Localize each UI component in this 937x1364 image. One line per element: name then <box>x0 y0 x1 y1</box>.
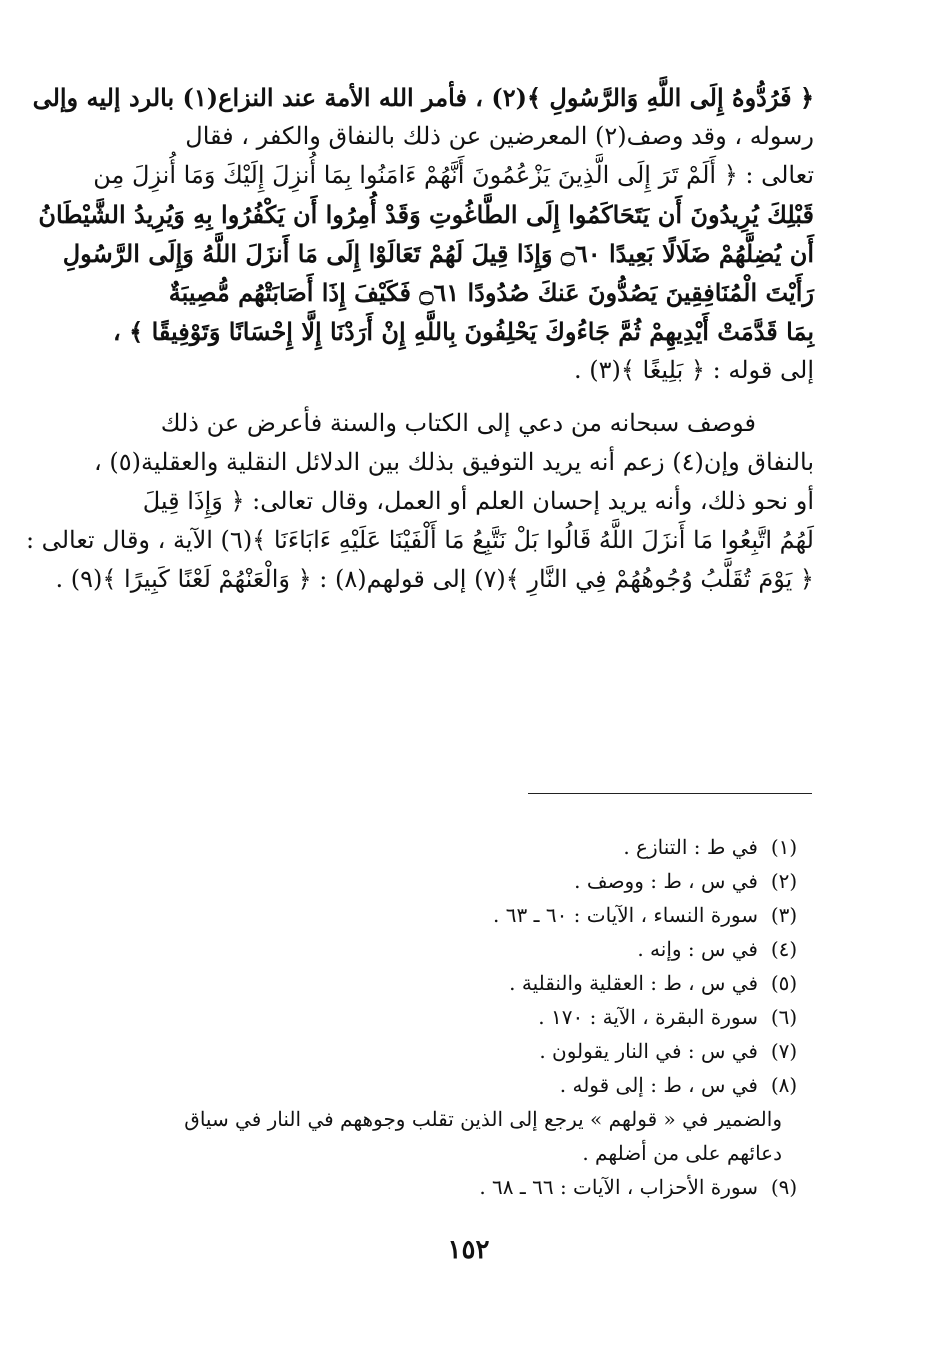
text-line: بِمَا قَدَّمَتْ أَيْدِيهِمْ ثُمَّ جَاءُوكَ يَحْلِفُونَ بِاللَّهِ إِنْ أَرَدْنَا إِلَّا إِحْسَانًا وَتَوْفِيقًا ﴾ ، <box>113 317 814 346</box>
text-line: رسوله ، وقد وصف(٢) المعرضين عن ذلك بالنفاق والكفر ، فقال <box>185 122 814 150</box>
footnote-number: (٣) <box>770 903 798 927</box>
text-line: أَن يُضِلَّهُمْ ضَلَالًا بَعِيدًا ۝٦٠ وَإِذَا قِيلَ لَهُمْ تَعَالَوْا إِلَى مَا أَنزَلَ اللَّهُ وَإِلَى الرَّسُولِ <box>62 239 814 268</box>
paragraph-2 <box>25 404 814 599</box>
footnotes <box>110 830 810 1204</box>
text-line: ﴿ يَوْمَ تُقَلَّبُ وُجُوهُهُمْ فِي النَّارِ ﴾(٧) إلى قولهم(٨) : ﴿ وَالْعَنْهُمْ لَعْنًا كَبِيرًا ﴾(٩) . <box>55 565 814 593</box>
text-line: لَهُمُ اتَّبِعُوا مَا أَنزَلَ اللَّهُ قَالُوا بَلْ نَتَّبِعُ مَا أَلْفَيْنَا عَلَيْهِ ءَابَاءَنَا ﴾(٦) الآية ، وقال تعالى : <box>25 526 814 554</box>
footnote-continuation: دعائهم على من أضلهم . <box>582 1141 782 1165</box>
text-line: ﴿ فَرُدُّوهُ إِلَى اللَّهِ وَالرَّسُولِ ﴾(٢) ، فأمر الله الأمة عند النزاع(١) بالرد إليه وإلى <box>32 83 814 112</box>
footnote-text: سورة الأحزاب ، الآيات : ٦٦ ـ ٦٨ . <box>479 1175 758 1199</box>
footnote-text: في س : في النار يقولون . <box>539 1039 758 1063</box>
footnote <box>110 1170 810 1204</box>
page-number: ١٥٢ <box>447 1235 490 1265</box>
footnote-text: سورة النساء ، الآيات : ٦٠ ـ ٦٣ . <box>493 903 758 927</box>
footnote-continuation: والضمير في « قولهم » يرجع إلى الذين تقلب وجوههم في النار في سياق <box>184 1107 782 1131</box>
footnote-number: (١) <box>770 835 798 859</box>
footnote <box>110 1034 810 1068</box>
footnote-text: في س ، ط : ووصف . <box>574 869 758 893</box>
text-line: رَأَيْتَ الْمُنَافِقِينَ يَصُدُّونَ عَنكَ صُدُودًا ۝٦١ فَكَيْفَ إِذَا أَصَابَتْهُم مُّصِيبَةٌ <box>168 278 814 307</box>
footnote-number: (٦) <box>770 1005 798 1029</box>
footnote <box>110 1068 810 1102</box>
footnote <box>110 966 810 1000</box>
text-line: قَبْلِكَ يُرِيدُونَ أَن يَتَحَاكَمُوا إِلَى الطَّاغُوتِ وَقَدْ أُمِرُوا أَن يَكْفُرُوا بِهِ وَيُرِيدُ الشَّيْطَانُ <box>38 200 814 229</box>
footnote <box>110 864 810 898</box>
footnote-number: (٧) <box>770 1039 798 1063</box>
footnote <box>110 830 810 864</box>
footnote <box>110 898 810 932</box>
text-line: إلى قوله : ﴿ بَلِيغًا ﴾(٣) . <box>573 356 814 384</box>
paragraph-1 <box>32 78 814 390</box>
text-line: بالنفاق وإن(٤) زعم أنه يريد التوفيق بذلك بين الدلائل النقلية والعقلية(٥) ، <box>94 448 814 476</box>
footnote-number: (٤) <box>770 937 798 961</box>
text-line: فوصف سبحانه من دعي إلى الكتاب والسنة فأعرض عن ذلك <box>160 409 756 437</box>
footnote-text: في س ، ط : العقلية والنقلية . <box>509 971 758 995</box>
footnote <box>110 932 810 966</box>
footnote-number: (٥) <box>770 971 798 995</box>
footnote-text: في س : وإنه . <box>637 937 758 961</box>
text-line: تعالى : ﴿ أَلَمْ تَرَ إِلَى الَّذِينَ يَزْعُمُونَ أَنَّهُمْ ءَامَنُوا بِمَا أُنزِلَ إِلَيْكَ وَمَا أُنزِلَ مِن <box>93 161 814 189</box>
footnote-separator <box>528 793 812 794</box>
footnote-number: (٨) <box>770 1073 798 1097</box>
main-text <box>25 78 814 599</box>
footnote-text: سورة البقرة ، الآية : ١٧٠ . <box>538 1005 758 1029</box>
footnote-text: في س ، ط : إلى قوله . <box>559 1073 758 1097</box>
footnote <box>110 1000 810 1034</box>
footnote-number: (٩) <box>770 1175 798 1199</box>
footnote-number: (٢) <box>770 869 798 893</box>
footnote-text: في ط : التنازع . <box>623 835 758 859</box>
text-line: أو نحو ذلك، وأنه يريد إحسان العلم أو العمل، وقال تعالى: ﴿ وَإِذَا قِيلَ <box>142 487 814 515</box>
